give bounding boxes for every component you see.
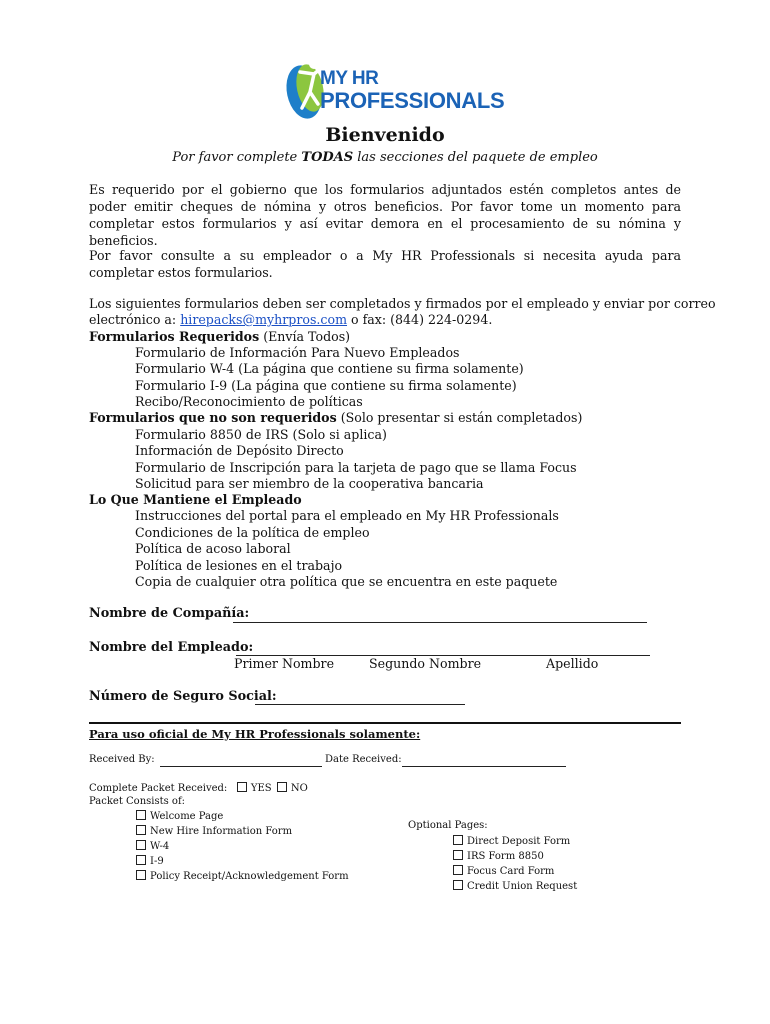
received-by-field[interactable] [160,766,322,767]
middle-name-caption: Segundo Nombre [369,656,482,671]
list-item: Política de lesiones en el trabajo [135,558,343,573]
list-item: Solicitud para ser miembro de la cooperativa bancaria [135,476,484,491]
list-item: Formulario 8850 de IRS (Solo si aplica) [135,427,387,442]
checkbox[interactable] [453,865,463,875]
date-received-field[interactable] [402,766,566,767]
ssn-label: Número de Seguro Social: [89,689,277,704]
keep-heading: Lo Que Mantiene el Empleado [89,492,302,507]
packet-item: New Hire Information Form [136,825,292,837]
list-item: Formulario I-9 (La página que contiene su firma solamente) [135,378,517,393]
office-use-heading: Para uso oficial de My HR Professionals solamente: [89,727,421,741]
intro-paragraph-2: Por favor consulte a su empleador o a My HR Professionals si necesita ayuda para completar estos formularios. [89,248,681,280]
checkbox[interactable] [453,880,463,890]
contact-line: electrónico a: hirepacks@myhrpros.com o fax: (844) 224-0294. [89,312,493,327]
checkbox[interactable] [136,855,146,865]
optional-heading: Formularios que no son requeridos (Solo presentar si están completados) [89,410,583,425]
logo-line-1: MY HR [320,68,379,89]
last-name-caption: Apellido [546,656,599,671]
received-by-label: Received By: [89,754,155,765]
list-item: Formulario W-4 (La página que contiene su firma solamente) [135,361,524,376]
optional-pages-label: Optional Pages: [408,820,488,831]
packet-consists-label: Packet Consists of: [89,796,186,807]
list-item: Formulario de Información Para Nuevo Empleados [135,345,460,360]
checkbox[interactable] [453,850,463,860]
intro-paragraph-3: Los siguientes formularios deben ser completados y firmados por el empleado y enviar por correo [89,296,716,311]
page-title: Bienvenido [325,124,445,146]
checkbox[interactable] [453,835,463,845]
list-item: Recibo/Reconocimiento de políticas [135,394,363,409]
date-received-label: Date Received: [325,754,402,765]
required-heading: Formularios Requeridos (Envía Todos) [89,329,351,344]
company-name-field[interactable] [233,622,647,623]
optional-item: IRS Form 8850 [453,850,544,862]
yes-checkbox[interactable] [237,782,247,792]
subtitle-emphasis: TODAS [301,150,354,165]
complete-packet-row: Complete Packet Received: YES NO [89,783,308,794]
page-subtitle: Por favor complete TODAS las secciones del paquete de empleo [172,150,598,165]
packet-item: Policy Receipt/Acknowledgement Form [136,870,349,882]
section-divider [89,722,681,724]
checkbox[interactable] [136,870,146,880]
packet-item: W-4 [136,840,169,852]
logo-line-2: PROFESSIONALS [320,88,505,113]
optional-item: Focus Card Form [453,865,554,877]
list-item: Política de acoso laboral [135,541,291,556]
list-item: Información de Depósito Directo [135,443,344,458]
optional-item: Credit Union Request [453,880,577,892]
list-item: Instrucciones del portal para el empleado en My HR Professionals [135,508,559,523]
checkbox[interactable] [136,825,146,835]
checkbox[interactable] [136,810,146,820]
ssn-field[interactable] [255,704,465,705]
intro-paragraph-1: Es requerido por el gobierno que los formularios adjuntados estén completos antes de poder emitir cheques de nómina y otros beneficios. Por favor tome un momento para completar estos formularios y así evitar demora en el procesamiento de su nómina y beneficios. [89,182,681,248]
optional-item: Direct Deposit Form [453,835,570,847]
packet-item: Welcome Page [136,810,223,822]
email-link[interactable]: hirepacks@myhrpros.com [180,312,348,327]
company-name-label: Nombre de Compañía: [89,606,250,621]
first-name-caption: Primer Nombre [234,656,335,671]
company-logo [280,52,505,122]
no-checkbox[interactable] [277,782,287,792]
list-item: Formulario de Inscripción para la tarjeta de pago que se llama Focus [135,460,577,475]
list-item: Copia de cualquier otra política que se encuentra en este paquete [135,574,558,589]
checkbox[interactable] [136,840,146,850]
employee-name-label: Nombre del Empleado: [89,640,254,655]
list-item: Condiciones de la política de empleo [135,525,370,540]
packet-item: I-9 [136,855,164,867]
